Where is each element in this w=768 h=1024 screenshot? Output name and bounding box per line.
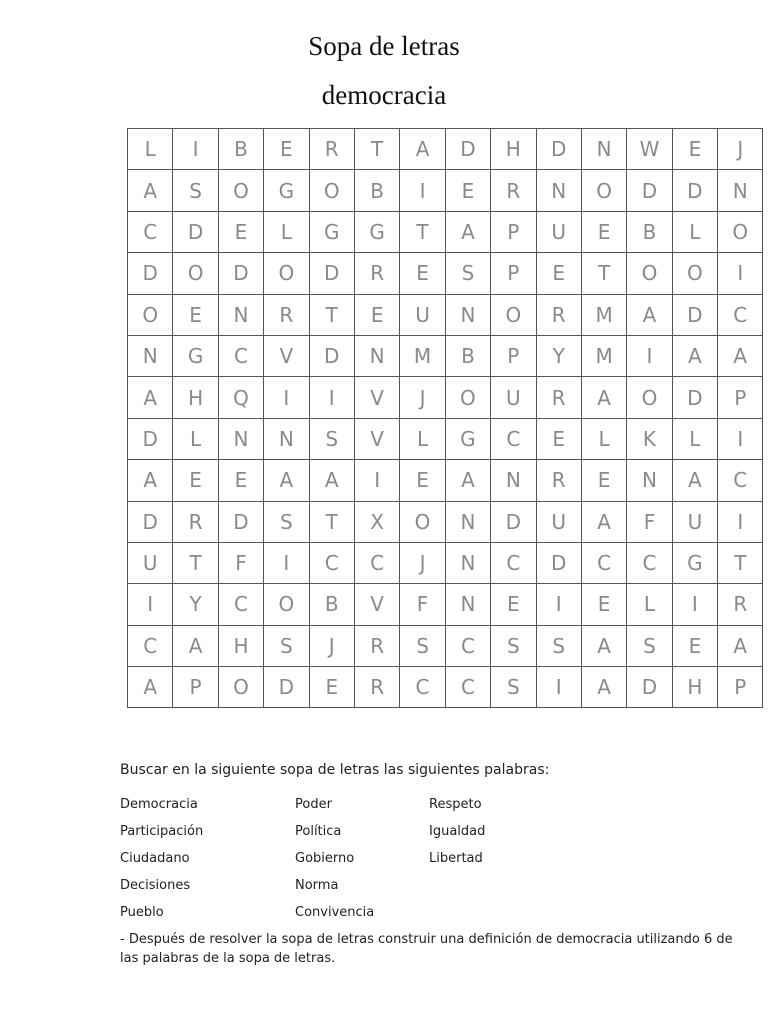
grid-cell: R	[264, 294, 309, 335]
grid-cell: C	[128, 625, 173, 666]
grid-cell: A	[718, 335, 763, 376]
grid-cell: E	[218, 460, 263, 501]
grid-row	[128, 667, 763, 708]
grid-cell: D	[128, 501, 173, 542]
grid-cell: N	[218, 418, 263, 459]
grid-cell: N	[581, 129, 626, 170]
grid-cell: S	[173, 170, 218, 211]
grid-cell: R	[536, 460, 581, 501]
word-item: Convivencia	[295, 905, 375, 920]
grid-cell: I	[309, 377, 354, 418]
grid-cell: O	[445, 377, 490, 418]
grid-cell: J	[718, 129, 763, 170]
grid-cell: E	[309, 667, 354, 708]
grid-cell: A	[672, 335, 717, 376]
grid-cell: P	[173, 667, 218, 708]
grid-cell: D	[491, 501, 536, 542]
grid-cell: L	[173, 418, 218, 459]
grid-cell: I	[718, 501, 763, 542]
grid-cell: R	[536, 377, 581, 418]
grid-cell: D	[445, 129, 490, 170]
grid-cell: I	[264, 377, 309, 418]
grid-row	[128, 253, 763, 294]
grid-cell: E	[264, 129, 309, 170]
grid-cell: I	[536, 667, 581, 708]
grid-cell: B	[218, 129, 263, 170]
grid-cell: R	[354, 667, 399, 708]
word-item: Ciudadano	[120, 851, 190, 866]
grid-cell: E	[491, 584, 536, 625]
grid-cell: D	[536, 129, 581, 170]
grid-cell: M	[581, 335, 626, 376]
word-item: Poder	[295, 797, 332, 812]
grid-row	[128, 170, 763, 211]
grid-row	[128, 418, 763, 459]
grid-cell: A	[128, 170, 173, 211]
grid-cell: D	[309, 335, 354, 376]
grid-cell: T	[400, 211, 445, 252]
grid-cell: N	[718, 170, 763, 211]
grid-cell: R	[309, 129, 354, 170]
grid-cell: A	[400, 129, 445, 170]
grid-row	[128, 377, 763, 418]
grid-cell: H	[672, 667, 717, 708]
word-list-column-2	[295, 796, 374, 931]
grid-cell: R	[491, 170, 536, 211]
grid-cell: A	[128, 667, 173, 708]
grid-cell: C	[309, 542, 354, 583]
grid-cell: A	[445, 211, 490, 252]
grid-cell: C	[445, 667, 490, 708]
grid-cell: G	[309, 211, 354, 252]
grid-cell: E	[400, 253, 445, 294]
grid-cell: H	[218, 625, 263, 666]
grid-cell: O	[128, 294, 173, 335]
grid-cell: E	[173, 460, 218, 501]
grid-cell: J	[309, 625, 354, 666]
grid-cell: A	[718, 625, 763, 666]
grid-cell: A	[173, 625, 218, 666]
word-search-grid	[127, 128, 763, 708]
grid-cell: B	[627, 211, 672, 252]
grid-cell: E	[354, 294, 399, 335]
word-list-column-3	[429, 796, 485, 877]
grid-cell: C	[445, 625, 490, 666]
grid-cell: N	[264, 418, 309, 459]
word-item: Igualdad	[429, 824, 486, 839]
grid-cell: D	[672, 294, 717, 335]
grid-cell: O	[627, 377, 672, 418]
grid-cell: N	[218, 294, 263, 335]
grid-cell: D	[173, 211, 218, 252]
grid-cell: N	[627, 460, 672, 501]
grid-cell: S	[264, 625, 309, 666]
word-item: Democracia	[120, 797, 198, 812]
grid-cell: E	[536, 418, 581, 459]
grid-cell: A	[581, 625, 626, 666]
grid-row	[128, 129, 763, 170]
grid-cell: O	[173, 253, 218, 294]
grid-cell: N	[491, 460, 536, 501]
grid-cell: S	[491, 667, 536, 708]
word-item: Decisiones	[120, 878, 191, 893]
grid-cell: A	[581, 667, 626, 708]
grid-cell: D	[536, 542, 581, 583]
grid-cell: R	[354, 625, 399, 666]
grid-cell: E	[581, 584, 626, 625]
grid-cell: S	[309, 418, 354, 459]
grid-cell: I	[536, 584, 581, 625]
grid-cell: Q	[218, 377, 263, 418]
grid-cell: I	[718, 418, 763, 459]
grid-cell: H	[173, 377, 218, 418]
grid-cell: L	[264, 211, 309, 252]
grid-cell: L	[128, 129, 173, 170]
grid-cell: D	[627, 170, 672, 211]
grid-cell: E	[672, 129, 717, 170]
grid-cell: C	[128, 211, 173, 252]
page-title: Sopa de letras	[308, 31, 460, 61]
grid-cell: B	[309, 584, 354, 625]
grid-cell: P	[718, 377, 763, 418]
grid-cell: S	[400, 625, 445, 666]
grid-cell: A	[672, 460, 717, 501]
grid-cell: U	[491, 377, 536, 418]
grid-cell: U	[128, 542, 173, 583]
grid-cell: S	[264, 501, 309, 542]
grid-cell: O	[400, 501, 445, 542]
grid-cell: L	[400, 418, 445, 459]
grid-cell: A	[128, 377, 173, 418]
grid-cell: D	[264, 667, 309, 708]
grid-cell: G	[354, 211, 399, 252]
grid-cell: P	[491, 335, 536, 376]
grid-cell: I	[128, 584, 173, 625]
grid-cell: W	[627, 129, 672, 170]
grid-cell: V	[354, 377, 399, 418]
grid-cell: D	[672, 170, 717, 211]
grid-cell: V	[264, 335, 309, 376]
grid-cell: N	[445, 584, 490, 625]
instructions-text: Buscar en la siguiente sopa de letras las siguientes palabras:	[120, 762, 550, 778]
grid-cell: A	[128, 460, 173, 501]
grid-cell: T	[581, 253, 626, 294]
grid-cell: D	[627, 667, 672, 708]
grid-row	[128, 542, 763, 583]
grid-cell: I	[400, 170, 445, 211]
page-subtitle: democracia	[321, 80, 447, 110]
grid-cell: G	[445, 418, 490, 459]
grid-cell: O	[309, 170, 354, 211]
grid-cell: V	[354, 418, 399, 459]
grid-cell: J	[400, 377, 445, 418]
grid-cell: E	[173, 294, 218, 335]
grid-cell: E	[581, 460, 626, 501]
grid-cell: L	[627, 584, 672, 625]
grid-cell: A	[264, 460, 309, 501]
grid-cell: P	[491, 211, 536, 252]
grid-cell: O	[672, 253, 717, 294]
grid-cell: I	[672, 584, 717, 625]
grid-cell: D	[218, 501, 263, 542]
grid-cell: I	[173, 129, 218, 170]
grid-cell: F	[400, 584, 445, 625]
grid-cell: I	[718, 253, 763, 294]
grid-cell: F	[218, 542, 263, 583]
grid-cell: C	[491, 542, 536, 583]
grid-cell: D	[128, 253, 173, 294]
grid-cell: G	[173, 335, 218, 376]
grid-cell: E	[445, 170, 490, 211]
grid-cell: R	[173, 501, 218, 542]
grid-cell: G	[672, 542, 717, 583]
grid-cell: I	[354, 460, 399, 501]
grid-cell: N	[445, 294, 490, 335]
grid-cell: O	[627, 253, 672, 294]
grid-row	[128, 625, 763, 666]
grid-cell: N	[536, 170, 581, 211]
grid-cell: N	[128, 335, 173, 376]
grid-cell: O	[581, 170, 626, 211]
grid-cell: A	[581, 501, 626, 542]
grid-cell: C	[400, 667, 445, 708]
grid-cell: S	[491, 625, 536, 666]
grid-cell: T	[354, 129, 399, 170]
grid-cell: B	[445, 335, 490, 376]
grid-cell: L	[672, 418, 717, 459]
grid-cell: H	[491, 129, 536, 170]
grid-cell: O	[718, 211, 763, 252]
word-item: Gobierno	[295, 851, 355, 866]
grid-cell: R	[536, 294, 581, 335]
grid-cell: U	[672, 501, 717, 542]
grid-cell: N	[354, 335, 399, 376]
grid-cell: F	[627, 501, 672, 542]
grid-cell: I	[627, 335, 672, 376]
grid-cell: R	[718, 584, 763, 625]
grid-cell: T	[309, 294, 354, 335]
grid-cell: U	[400, 294, 445, 335]
grid-cell: G	[264, 170, 309, 211]
grid-cell: O	[218, 170, 263, 211]
grid-cell: U	[536, 501, 581, 542]
grid-row	[128, 211, 763, 252]
grid-cell: C	[718, 294, 763, 335]
grid-row	[128, 460, 763, 501]
word-item: Política	[295, 824, 342, 839]
grid-cell: C	[627, 542, 672, 583]
grid-cell: T	[173, 542, 218, 583]
grid-cell: E	[218, 211, 263, 252]
word-item: Participación	[120, 824, 204, 839]
grid-cell: D	[309, 253, 354, 294]
grid-cell: P	[491, 253, 536, 294]
grid-cell: E	[400, 460, 445, 501]
grid-cell: C	[218, 584, 263, 625]
grid-cell: E	[581, 211, 626, 252]
grid-cell: E	[672, 625, 717, 666]
grid-cell: D	[672, 377, 717, 418]
grid-cell: T	[309, 501, 354, 542]
grid-cell: C	[581, 542, 626, 583]
grid-cell: V	[354, 584, 399, 625]
grid-cell: K	[627, 418, 672, 459]
grid-cell: A	[627, 294, 672, 335]
grid-cell: O	[218, 667, 263, 708]
grid-cell: J	[400, 542, 445, 583]
grid-cell: D	[218, 253, 263, 294]
grid-cell: S	[445, 253, 490, 294]
grid-cell: I	[264, 542, 309, 583]
grid-cell: Y	[536, 335, 581, 376]
word-item: Pueblo	[120, 905, 164, 920]
task-note: - Después de resolver la sopa de letras construir una definición de democracia utilizando 6 de las palabras de la sopa de letras.	[120, 932, 733, 966]
grid-cell: Y	[173, 584, 218, 625]
grid-cell: L	[581, 418, 626, 459]
grid-row	[128, 335, 763, 376]
grid-cell: U	[536, 211, 581, 252]
grid-cell: D	[128, 418, 173, 459]
grid-cell: C	[354, 542, 399, 583]
grid-cell: N	[445, 542, 490, 583]
grid-cell: M	[581, 294, 626, 335]
word-item: Norma	[295, 878, 339, 893]
grid-cell: R	[354, 253, 399, 294]
grid-row	[128, 294, 763, 335]
grid-cell: S	[536, 625, 581, 666]
grid-cell: A	[309, 460, 354, 501]
grid-cell: O	[491, 294, 536, 335]
word-item: Respeto	[429, 797, 482, 812]
grid-cell: A	[581, 377, 626, 418]
grid-cell: X	[354, 501, 399, 542]
grid-cell: N	[445, 501, 490, 542]
grid-row	[128, 584, 763, 625]
grid-cell: O	[264, 253, 309, 294]
grid-cell: M	[400, 335, 445, 376]
grid-row	[128, 501, 763, 542]
grid-cell: C	[218, 335, 263, 376]
grid-cell: T	[718, 542, 763, 583]
word-list-column-1	[120, 796, 203, 931]
grid-cell: S	[627, 625, 672, 666]
word-item: Libertad	[429, 851, 483, 866]
grid-cell: A	[445, 460, 490, 501]
grid-cell: B	[354, 170, 399, 211]
grid-cell: P	[718, 667, 763, 708]
grid-cell: C	[718, 460, 763, 501]
grid-cell: E	[536, 253, 581, 294]
grid-cell: C	[491, 418, 536, 459]
grid-cell: L	[672, 211, 717, 252]
grid-cell: O	[264, 584, 309, 625]
